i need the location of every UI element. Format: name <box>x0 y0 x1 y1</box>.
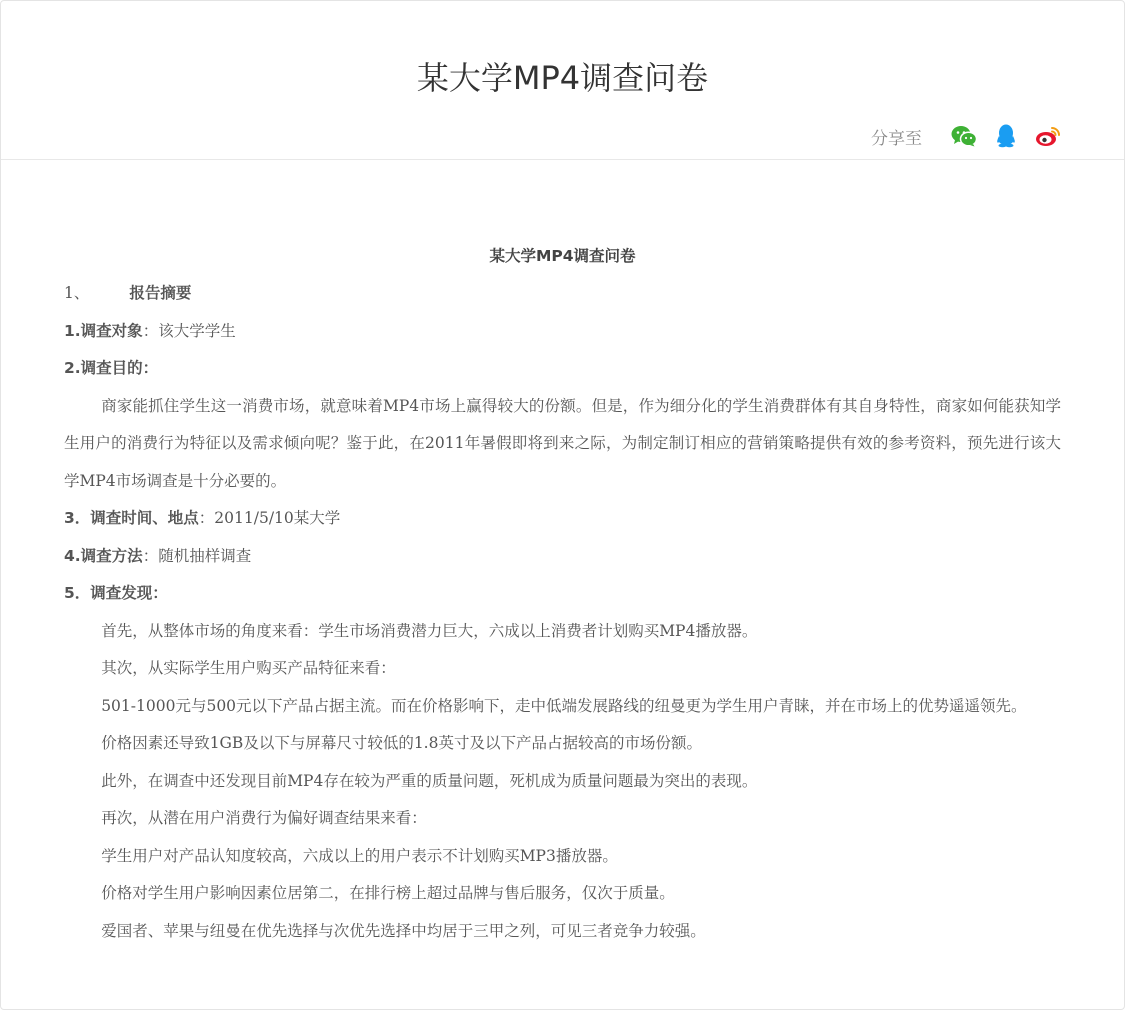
finding-paragraph: 学生用户对产品认知度较高，六成以上的用户表示不计划购买MP3播放器。 <box>101 846 618 865</box>
survey-time-place <box>64 500 1061 538</box>
section-title: 报告摘要 <box>129 284 192 302</box>
survey-method-label: 4.调查方法 <box>64 546 143 565</box>
survey-target-label: 1.调查对象 <box>64 321 143 340</box>
survey-time-value: ：2011/5/10某大学 <box>198 509 341 527</box>
finding-paragraph: 此外，在调查中还发现目前MP4存在较为严重的质量问题，死机成为质量问题最为突出的表现。 <box>101 771 758 790</box>
section-number: 1、 <box>64 284 90 302</box>
weibo-icon[interactable] <box>1034 122 1062 150</box>
share-label: 分享至 <box>871 128 922 149</box>
survey-findings-label: 5．调查发现： <box>64 584 168 602</box>
page-title: 某大学MP4调查问卷 <box>416 59 709 97</box>
survey-target <box>64 313 1061 351</box>
survey-target-value: ：该大学学生 <box>142 321 236 340</box>
qq-icon[interactable] <box>992 122 1020 150</box>
survey-time-label: 3．调查时间、地点 <box>64 509 199 527</box>
share-bar <box>871 121 1062 151</box>
survey-findings <box>64 575 1061 613</box>
document-body <box>64 237 1061 950</box>
finding-paragraph: 爱国者、苹果与纽曼在优先选择与次优先选择中均居于三甲之列，可见三者竞争力较强。 <box>101 921 706 940</box>
finding-paragraph: 价格对学生用户影响因素位居第二，在排行榜上超过品牌与售后服务，仅次于质量。 <box>101 884 675 902</box>
survey-method-value: ：随机抽样调查 <box>142 546 252 565</box>
section-heading <box>64 275 1061 313</box>
purpose-paragraph: 商家能抓住学生这一消费市场，就意味着MP4市场上赢得较大的份额。但是，作为细分化的学生消费群体有其自身特性，商家如何能获知学生用户的消费行为特征以及需求倾向呢？鉴于此，在2011年暑假即将到来之际，为制定制订相应的营销策略提供有效的参考资料，预先进行该大学MP4市场调查是十分必要的。 <box>64 396 1061 490</box>
survey-method <box>64 538 1061 576</box>
finding-paragraph: 首先，从整体市场的角度来看：学生市场消费潜力巨大，六成以上消费者计划购买MP4播放器。 <box>101 621 758 640</box>
document-title: 某大学MP4调查问卷 <box>489 247 636 265</box>
finding-paragraph: 501-1000元与500元以下产品占据主流。而在价格影响下，走中低端发展路线的纽曼更为学生用户青睐，并在市场上的优势遥遥领先。 <box>101 696 1027 715</box>
finding-paragraph: 其次，从实际学生用户购买产品特征来看： <box>101 659 396 677</box>
wechat-icon[interactable] <box>950 122 978 150</box>
survey-purpose <box>64 350 1061 388</box>
page-header <box>1 1 1124 160</box>
finding-paragraph: 再次，从潜在用户消费行为偏好调查结果来看： <box>101 809 427 827</box>
finding-paragraph: 价格因素还导致1GB及以下与屏幕尺寸较低的1.8英寸及以下产品占据较高的市场份额。 <box>101 734 702 752</box>
survey-purpose-label: 2.调查目的： <box>64 359 159 377</box>
